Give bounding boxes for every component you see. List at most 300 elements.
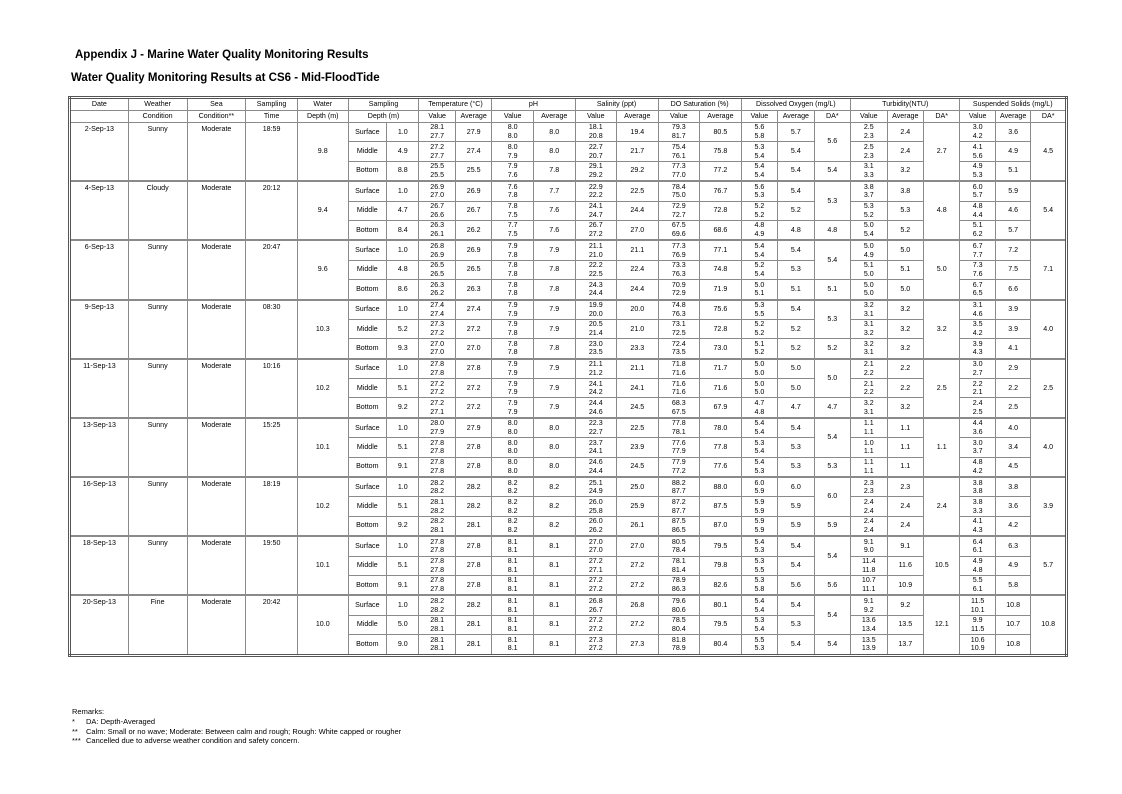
salinity-value-cell-reading: 27.0 bbox=[588, 537, 603, 546]
dissolved-oxygen-value-cell-reading: 5.3 bbox=[754, 616, 765, 625]
temperature-value-cell-reading: 27.0 bbox=[430, 348, 445, 357]
ph-value-cell-reading: 7.9 bbox=[507, 151, 518, 160]
suspended-solids-value-cell bbox=[960, 359, 995, 379]
salinity-value-cell bbox=[575, 339, 617, 359]
turbidity-value-cell-reading: 2.3 bbox=[863, 151, 874, 160]
temperature-average-cell: 27.8 bbox=[455, 438, 491, 457]
salinity-value-cell-reading: 18.1 bbox=[588, 123, 603, 132]
suspended-solids-da-cell: 4.0 bbox=[1031, 300, 1067, 359]
temperature-value-cell bbox=[419, 220, 455, 240]
dissolved-oxygen-value-cell-reading: 5.9 bbox=[754, 526, 765, 534]
do-saturation-value-cell-reading: 72.4 bbox=[671, 339, 686, 348]
sampling-time-cell: 10:16 bbox=[246, 359, 298, 418]
salinity-value-cell bbox=[575, 319, 617, 338]
suspended-solids-value-cell-reading: 3.3 bbox=[972, 506, 983, 515]
salinity-average-cell: 24.5 bbox=[617, 457, 659, 477]
sampling-depth-cell: 1.0 bbox=[387, 418, 419, 438]
suspended-solids-value-cell bbox=[960, 497, 995, 516]
dissolved-oxygen-value-cell-reading: 5.6 bbox=[754, 123, 765, 132]
do-saturation-value-cell-reading: 77.0 bbox=[671, 170, 686, 179]
do-saturation-value-cell-reading: 78.1 bbox=[671, 428, 686, 437]
do-saturation-value-cell bbox=[658, 359, 700, 379]
sea-condition-cell: Moderate bbox=[187, 359, 246, 418]
do-saturation-value-cell bbox=[658, 477, 700, 497]
ph-average-cell: 7.9 bbox=[533, 319, 575, 338]
remark-mark: * bbox=[72, 716, 75, 726]
ph-value-cell bbox=[492, 635, 534, 655]
turbidity-value-cell-reading: 3.7 bbox=[863, 191, 874, 200]
suspended-solids-value-cell-reading: 5.7 bbox=[972, 191, 983, 200]
temperature-value-cell-reading: 27.8 bbox=[430, 368, 445, 377]
do-saturation-value-cell bbox=[658, 516, 700, 536]
date-cell: 11-Sep-13 bbox=[70, 359, 129, 418]
sampling-depth-cell: 8.4 bbox=[387, 220, 419, 240]
dissolved-oxygen-value-cell-reading: 5.4 bbox=[754, 447, 765, 456]
salinity-average-cell: 27.2 bbox=[617, 556, 659, 575]
header-temperature: Temperature (°C) bbox=[419, 98, 492, 111]
salinity-value-cell bbox=[575, 398, 617, 418]
dissolved-oxygen-value-cell-reading: 5.5 bbox=[754, 565, 765, 574]
suspended-solids-value-cell bbox=[960, 536, 995, 556]
do-saturation-average-cell: 77.1 bbox=[700, 240, 742, 260]
suspended-solids-value-cell bbox=[960, 161, 995, 181]
do-saturation-average-cell: 67.9 bbox=[700, 398, 742, 418]
suspended-solids-value-cell-reading: 2.7 bbox=[972, 368, 983, 377]
sampling-depth-cell: 9.1 bbox=[387, 575, 419, 595]
dissolved-oxygen-value-cell-reading: 5.3 bbox=[754, 142, 765, 151]
temperature-value-cell bbox=[419, 359, 455, 379]
turbidity-value-cell bbox=[851, 142, 887, 161]
temperature-value-cell-reading: 26.3 bbox=[430, 221, 445, 230]
dissolved-oxygen-average-cell: 5.4 bbox=[778, 300, 814, 320]
suspended-solids-da-cell: 7.1 bbox=[1031, 240, 1067, 299]
dissolved-oxygen-value-cell bbox=[741, 556, 777, 575]
ph-value-cell-reading: 8.1 bbox=[507, 585, 518, 594]
ph-value-cell-reading: 8.0 bbox=[507, 447, 518, 456]
sampling-time-cell: 19:50 bbox=[246, 536, 298, 595]
dissolved-oxygen-value-cell bbox=[741, 635, 777, 655]
date-cell: 4-Sep-13 bbox=[70, 181, 129, 240]
dissolved-oxygen-bottom-da-cell: 4.7 bbox=[814, 398, 850, 418]
turbidity-value-cell bbox=[851, 300, 887, 320]
turbidity-value-cell-reading: 2.3 bbox=[863, 487, 874, 496]
dissolved-oxygen-value-cell-reading: 5.4 bbox=[754, 624, 765, 633]
dissolved-oxygen-value-cell bbox=[741, 615, 777, 634]
do-saturation-value-cell-reading: 78.4 bbox=[671, 182, 686, 191]
ph-value-cell-reading: 7.8 bbox=[507, 202, 518, 211]
salinity-value-cell-reading: 29.2 bbox=[588, 170, 603, 179]
do-saturation-value-cell bbox=[658, 556, 700, 575]
suspended-solids-value-cell-reading: 11.5 bbox=[971, 624, 985, 633]
turbidity-value-cell bbox=[851, 181, 887, 201]
do-saturation-average-cell: 72.8 bbox=[700, 201, 742, 220]
turbidity-average-cell: 5.1 bbox=[887, 260, 923, 279]
suspended-solids-average-cell: 6.6 bbox=[995, 280, 1030, 300]
turbidity-average-cell: 2.2 bbox=[887, 359, 923, 379]
dissolved-oxygen-value-cell bbox=[741, 220, 777, 240]
salinity-value-cell-reading: 27.2 bbox=[588, 616, 603, 625]
sampling-depth-cell: 1.0 bbox=[387, 477, 419, 497]
sampling-depth-cell: 8.6 bbox=[387, 280, 419, 300]
do-saturation-average-cell: 71.9 bbox=[700, 280, 742, 300]
temperature-value-cell bbox=[419, 536, 455, 556]
header-value: Value bbox=[851, 111, 887, 123]
temperature-average-cell: 27.0 bbox=[455, 339, 491, 359]
dissolved-oxygen-average-cell: 5.4 bbox=[778, 418, 814, 438]
turbidity-value-cell bbox=[851, 339, 887, 359]
turbidity-value-cell-reading: 1.1 bbox=[863, 428, 874, 437]
dissolved-oxygen-value-cell-reading: 5.3 bbox=[754, 438, 765, 447]
ph-value-cell-reading: 8.1 bbox=[507, 616, 518, 625]
dissolved-oxygen-value-cell-reading: 5.8 bbox=[754, 132, 765, 141]
date-cell: 16-Sep-13 bbox=[70, 477, 129, 536]
date-cell: 13-Sep-13 bbox=[70, 418, 129, 477]
ph-value-cell-reading: 7.9 bbox=[507, 360, 518, 369]
do-saturation-value-cell-reading: 69.6 bbox=[671, 230, 686, 239]
header-average: Average bbox=[700, 111, 742, 123]
temperature-average-cell: 27.2 bbox=[455, 398, 491, 418]
do-saturation-average-cell: 87.0 bbox=[700, 516, 742, 536]
do-saturation-value-cell-reading: 79.6 bbox=[671, 596, 686, 605]
header-sampling-depth: Sampling bbox=[348, 98, 419, 111]
dissolved-oxygen-value-cell-reading: 5.3 bbox=[754, 644, 765, 653]
suspended-solids-value-cell-reading: 4.2 bbox=[972, 132, 983, 141]
remark-item bbox=[72, 736, 401, 746]
dissolved-oxygen-value-cell bbox=[741, 300, 777, 320]
ph-value-cell bbox=[492, 220, 534, 240]
salinity-value-cell-reading: 24.9 bbox=[588, 487, 603, 496]
dissolved-oxygen-value-cell-reading: 5.0 bbox=[754, 388, 765, 397]
salinity-average-cell: 23.3 bbox=[617, 339, 659, 359]
document-title: Appendix J - Marine Water Quality Monitoring Results bbox=[75, 49, 369, 61]
do-saturation-value-cell-reading: 76.3 bbox=[671, 269, 686, 278]
turbidity-value-cell-reading: 2.1 bbox=[863, 379, 874, 388]
ph-value-cell-reading: 8.1 bbox=[507, 576, 518, 585]
ph-value-cell bbox=[492, 615, 534, 634]
suspended-solids-average-cell: 3.8 bbox=[995, 477, 1030, 497]
turbidity-average-cell: 1.1 bbox=[887, 418, 923, 438]
temperature-average-cell: 27.9 bbox=[455, 123, 491, 142]
turbidity-value-cell bbox=[851, 220, 887, 240]
turbidity-value-cell-reading: 2.4 bbox=[863, 517, 874, 526]
turbidity-value-cell-reading: 3.1 bbox=[863, 407, 874, 416]
ph-value-cell bbox=[492, 280, 534, 300]
suspended-solids-value-cell-reading: 4.8 bbox=[972, 458, 983, 467]
salinity-value-cell-reading: 24.6 bbox=[588, 458, 603, 467]
ph-value-cell-reading: 7.9 bbox=[507, 388, 518, 397]
ph-value-cell-reading: 7.8 bbox=[507, 348, 518, 357]
suspended-solids-average-cell: 4.6 bbox=[995, 201, 1030, 220]
turbidity-value-cell-reading: 13.4 bbox=[861, 624, 876, 633]
salinity-value-cell-reading: 22.7 bbox=[588, 142, 603, 151]
suspended-solids-value-cell bbox=[960, 595, 995, 615]
suspended-solids-average-cell: 10.7 bbox=[995, 615, 1030, 634]
sampling-depth-cell: 1.0 bbox=[387, 595, 419, 615]
ph-value-cell-reading: 7.9 bbox=[507, 301, 518, 309]
suspended-solids-average-cell: 4.2 bbox=[995, 516, 1030, 536]
ph-value-cell-reading: 7.5 bbox=[507, 230, 518, 239]
temperature-value-cell bbox=[419, 319, 455, 338]
dissolved-oxygen-value-cell-reading: 4.9 bbox=[754, 230, 765, 239]
suspended-solids-average-cell: 6.3 bbox=[995, 536, 1030, 556]
turbidity-value-cell bbox=[851, 280, 887, 300]
sampling-depth-cell: 9.0 bbox=[387, 635, 419, 655]
suspended-solids-value-cell-reading: 5.6 bbox=[972, 151, 983, 160]
ph-value-cell-reading: 8.2 bbox=[507, 506, 518, 515]
sampling-depth-cell: 4.8 bbox=[387, 260, 419, 279]
suspended-solids-value-cell-reading: 4.6 bbox=[972, 309, 983, 318]
salinity-value-cell bbox=[575, 575, 617, 595]
header-sampling-time-sub: Time bbox=[246, 111, 298, 123]
turbidity-average-cell: 11.6 bbox=[887, 556, 923, 575]
temperature-value-cell-reading: 26.8 bbox=[430, 241, 445, 250]
temperature-value-cell-reading: 26.7 bbox=[430, 202, 445, 211]
do-saturation-average-cell: 79.5 bbox=[700, 536, 742, 556]
dissolved-oxygen-bottom-da-cell: 4.8 bbox=[814, 220, 850, 240]
turbidity-value-cell-reading: 1.1 bbox=[863, 458, 874, 467]
weather-cell: Sunny bbox=[128, 418, 187, 477]
suspended-solids-value-cell-reading: 6.4 bbox=[972, 537, 983, 546]
header-value: Value bbox=[575, 111, 617, 123]
turbidity-value-cell-reading: 13.9 bbox=[861, 644, 876, 653]
dissolved-oxygen-value-cell bbox=[741, 398, 777, 418]
salinity-average-cell: 24.4 bbox=[617, 201, 659, 220]
temperature-value-cell-reading: 27.2 bbox=[430, 329, 445, 338]
suspended-solids-value-cell-reading: 6.7 bbox=[972, 241, 983, 250]
dissolved-oxygen-value-cell bbox=[741, 181, 777, 201]
temperature-value-cell-reading: 27.2 bbox=[430, 388, 445, 397]
sampling-level-cell: Middle bbox=[348, 615, 386, 634]
salinity-value-cell bbox=[575, 595, 617, 615]
salinity-value-cell-reading: 22.7 bbox=[588, 428, 603, 437]
do-saturation-value-cell bbox=[658, 300, 700, 320]
temperature-value-cell-reading: 26.3 bbox=[430, 280, 445, 289]
do-saturation-value-cell bbox=[658, 339, 700, 359]
ph-value-cell bbox=[492, 240, 534, 260]
suspended-solids-da-cell: 5.4 bbox=[1031, 181, 1067, 240]
header-date: Date bbox=[70, 98, 129, 111]
turbidity-value-cell-reading: 2.5 bbox=[863, 142, 874, 151]
dissolved-oxygen-average-cell: 5.3 bbox=[778, 615, 814, 634]
dissolved-oxygen-average-cell: 5.4 bbox=[778, 240, 814, 260]
do-saturation-value-cell-reading: 71.6 bbox=[671, 379, 686, 388]
temperature-value-cell-reading: 27.0 bbox=[430, 191, 445, 200]
ph-value-cell-reading: 8.1 bbox=[507, 537, 518, 546]
dissolved-oxygen-value-cell bbox=[741, 319, 777, 338]
temperature-value-cell-reading: 26.5 bbox=[430, 269, 445, 278]
sea-condition-cell: Moderate bbox=[187, 595, 246, 655]
turbidity-value-cell-reading: 1.1 bbox=[863, 447, 874, 456]
dissolved-oxygen-value-cell bbox=[741, 201, 777, 220]
suspended-solids-value-cell-reading: 4.2 bbox=[972, 329, 983, 338]
do-saturation-value-cell bbox=[658, 457, 700, 477]
sampling-depth-cell: 5.1 bbox=[387, 497, 419, 516]
suspended-solids-value-cell bbox=[960, 201, 995, 220]
salinity-value-cell bbox=[575, 556, 617, 575]
ph-value-cell-reading: 8.1 bbox=[507, 565, 518, 574]
salinity-value-cell-reading: 22.9 bbox=[588, 182, 603, 191]
dissolved-oxygen-average-cell: 4.8 bbox=[778, 220, 814, 240]
do-saturation-value-cell bbox=[658, 595, 700, 615]
dissolved-oxygen-average-cell: 5.3 bbox=[778, 457, 814, 477]
turbidity-value-cell bbox=[851, 240, 887, 260]
turbidity-value-cell-reading: 3.1 bbox=[863, 309, 874, 318]
turbidity-value-cell bbox=[851, 319, 887, 338]
dissolved-oxygen-value-cell-reading: 5.4 bbox=[754, 151, 765, 160]
do-saturation-value-cell-reading: 77.9 bbox=[671, 447, 686, 456]
do-saturation-value-cell-reading: 77.3 bbox=[671, 162, 686, 171]
temperature-value-cell bbox=[419, 575, 455, 595]
dissolved-oxygen-value-cell-reading: 5.0 bbox=[754, 379, 765, 388]
sampling-time-cell: 20:47 bbox=[246, 240, 298, 299]
turbidity-value-cell bbox=[851, 516, 887, 536]
weather-cell: Sunny bbox=[128, 477, 187, 536]
do-saturation-value-cell-reading: 87.7 bbox=[671, 487, 686, 496]
suspended-solids-average-cell: 10.8 bbox=[995, 595, 1030, 615]
suspended-solids-average-cell: 2.5 bbox=[995, 398, 1030, 418]
dissolved-oxygen-value-cell-reading: 5.2 bbox=[754, 348, 765, 357]
suspended-solids-value-cell-reading: 5.3 bbox=[972, 170, 983, 179]
sampling-level-cell: Middle bbox=[348, 201, 386, 220]
turbidity-value-cell bbox=[851, 575, 887, 595]
ph-value-cell-reading: 7.8 bbox=[507, 280, 518, 289]
turbidity-value-cell bbox=[851, 161, 887, 181]
do-saturation-average-cell: 77.2 bbox=[700, 161, 742, 181]
turbidity-average-cell: 5.0 bbox=[887, 280, 923, 300]
do-saturation-value-cell bbox=[658, 319, 700, 338]
ph-value-cell-reading: 7.6 bbox=[507, 182, 518, 191]
sampling-level-cell: Bottom bbox=[348, 457, 386, 477]
salinity-average-cell: 21.7 bbox=[617, 142, 659, 161]
temperature-value-cell-reading: 27.8 bbox=[430, 360, 445, 369]
turbidity-value-cell-reading: 3.2 bbox=[863, 301, 874, 309]
turbidity-da-cell: 2.7 bbox=[924, 123, 960, 182]
temperature-value-cell-reading: 26.5 bbox=[430, 261, 445, 270]
do-saturation-value-cell-reading: 76.3 bbox=[671, 309, 686, 318]
temperature-value-cell-reading: 26.2 bbox=[430, 289, 445, 298]
suspended-solids-value-cell-reading: 3.8 bbox=[972, 487, 983, 496]
temperature-value-cell-reading: 27.2 bbox=[430, 142, 445, 151]
ph-average-cell: 8.2 bbox=[533, 516, 575, 536]
turbidity-value-cell-reading: 2.2 bbox=[863, 388, 874, 397]
ph-average-cell: 8.0 bbox=[533, 418, 575, 438]
turbidity-value-cell bbox=[851, 418, 887, 438]
sampling-time-cell: 20:42 bbox=[246, 595, 298, 655]
turbidity-value-cell-reading: 5.1 bbox=[863, 261, 874, 270]
suspended-solids-average-cell: 3.9 bbox=[995, 319, 1030, 338]
salinity-value-cell-reading: 25.8 bbox=[588, 506, 603, 515]
temperature-average-cell: 28.1 bbox=[455, 615, 491, 634]
salinity-value-cell-reading: 20.7 bbox=[588, 151, 603, 160]
do-saturation-value-cell bbox=[658, 418, 700, 438]
remark-text: DA: Depth-Averaged bbox=[86, 716, 156, 726]
sampling-depth-cell: 1.0 bbox=[387, 240, 419, 260]
dissolved-oxygen-value-cell-reading: 5.2 bbox=[754, 261, 765, 270]
suspended-solids-value-cell-reading: 4.8 bbox=[972, 202, 983, 211]
temperature-value-cell-reading: 28.1 bbox=[430, 644, 445, 653]
dissolved-oxygen-value-cell-reading: 5.9 bbox=[754, 517, 765, 526]
salinity-average-cell: 21.0 bbox=[617, 319, 659, 338]
salinity-value-cell bbox=[575, 123, 617, 142]
header-value: Value bbox=[419, 111, 455, 123]
temperature-value-cell bbox=[419, 300, 455, 320]
sampling-depth-cell: 1.0 bbox=[387, 300, 419, 320]
dissolved-oxygen-value-cell bbox=[741, 457, 777, 477]
salinity-value-cell bbox=[575, 418, 617, 438]
temperature-average-cell: 28.2 bbox=[455, 497, 491, 516]
sampling-level-cell: Bottom bbox=[348, 398, 386, 418]
suspended-solids-value-cell-reading: 4.1 bbox=[972, 517, 983, 526]
dissolved-oxygen-value-cell-reading: 6.0 bbox=[754, 478, 765, 487]
suspended-solids-value-cell-reading: 2.1 bbox=[972, 388, 983, 397]
temperature-value-cell-reading: 27.8 bbox=[430, 557, 445, 566]
suspended-solids-value-cell-reading: 4.3 bbox=[972, 348, 983, 357]
salinity-value-cell-reading: 24.1 bbox=[588, 379, 603, 388]
dissolved-oxygen-value-cell bbox=[741, 280, 777, 300]
salinity-value-cell-reading: 24.4 bbox=[588, 398, 603, 407]
salinity-average-cell: 27.2 bbox=[617, 575, 659, 595]
ph-average-cell: 8.0 bbox=[533, 457, 575, 477]
ph-average-cell: 7.9 bbox=[533, 300, 575, 320]
dissolved-oxygen-average-cell: 5.0 bbox=[778, 379, 814, 398]
suspended-solids-average-cell: 4.9 bbox=[995, 556, 1030, 575]
turbidity-value-cell bbox=[851, 615, 887, 634]
do-saturation-value-cell-reading: 71.8 bbox=[671, 360, 686, 369]
salinity-average-cell: 24.4 bbox=[617, 280, 659, 300]
dissolved-oxygen-value-cell bbox=[741, 438, 777, 457]
temperature-value-cell-reading: 27.8 bbox=[430, 537, 445, 546]
salinity-average-cell: 21.1 bbox=[617, 359, 659, 379]
turbidity-value-cell-reading: 3.1 bbox=[863, 348, 874, 357]
do-saturation-average-cell: 77.8 bbox=[700, 438, 742, 457]
header-suspended-solids: Suspended Solids (mg/L) bbox=[960, 98, 1067, 111]
dissolved-oxygen-value-cell bbox=[741, 142, 777, 161]
suspended-solids-value-cell bbox=[960, 477, 995, 497]
ph-value-cell-reading: 8.1 bbox=[507, 644, 518, 653]
temperature-value-cell-reading: 27.4 bbox=[430, 309, 445, 318]
ph-value-cell-reading: 7.5 bbox=[507, 210, 518, 219]
sampling-level-cell: Middle bbox=[348, 497, 386, 516]
temperature-value-cell-reading: 28.1 bbox=[430, 635, 445, 644]
do-saturation-value-cell-reading: 87.5 bbox=[671, 517, 686, 526]
ph-value-cell-reading: 7.9 bbox=[507, 241, 518, 250]
ph-value-cell-reading: 8.2 bbox=[507, 478, 518, 487]
sea-condition-cell: Moderate bbox=[187, 300, 246, 359]
salinity-value-cell-reading: 19.9 bbox=[588, 301, 603, 309]
do-saturation-value-cell-reading: 79.3 bbox=[671, 123, 686, 132]
turbidity-average-cell: 2.4 bbox=[887, 497, 923, 516]
ph-value-cell-reading: 8.2 bbox=[507, 526, 518, 534]
salinity-average-cell: 27.0 bbox=[617, 536, 659, 556]
dissolved-oxygen-value-cell bbox=[741, 575, 777, 595]
salinity-average-cell: 26.1 bbox=[617, 516, 659, 536]
suspended-solids-value-cell bbox=[960, 438, 995, 457]
dissolved-oxygen-bottom-da-cell: 5.6 bbox=[814, 575, 850, 595]
dissolved-oxygen-bottom-da-cell: 5.3 bbox=[814, 457, 850, 477]
sampling-depth-cell: 5.1 bbox=[387, 379, 419, 398]
header-weather: Weather bbox=[128, 98, 187, 111]
dissolved-oxygen-value-cell bbox=[741, 240, 777, 260]
ph-average-cell: 8.1 bbox=[533, 635, 575, 655]
salinity-value-cell-reading: 22.2 bbox=[588, 261, 603, 270]
suspended-solids-average-cell: 4.9 bbox=[995, 142, 1030, 161]
dissolved-oxygen-value-cell-reading: 5.4 bbox=[754, 162, 765, 171]
sea-condition-cell: Moderate bbox=[187, 536, 246, 595]
salinity-value-cell-reading: 27.0 bbox=[588, 546, 603, 555]
salinity-value-cell-reading: 27.2 bbox=[588, 644, 603, 653]
dissolved-oxygen-value-cell bbox=[741, 260, 777, 279]
dissolved-oxygen-bottom-da-cell: 5.9 bbox=[814, 516, 850, 536]
